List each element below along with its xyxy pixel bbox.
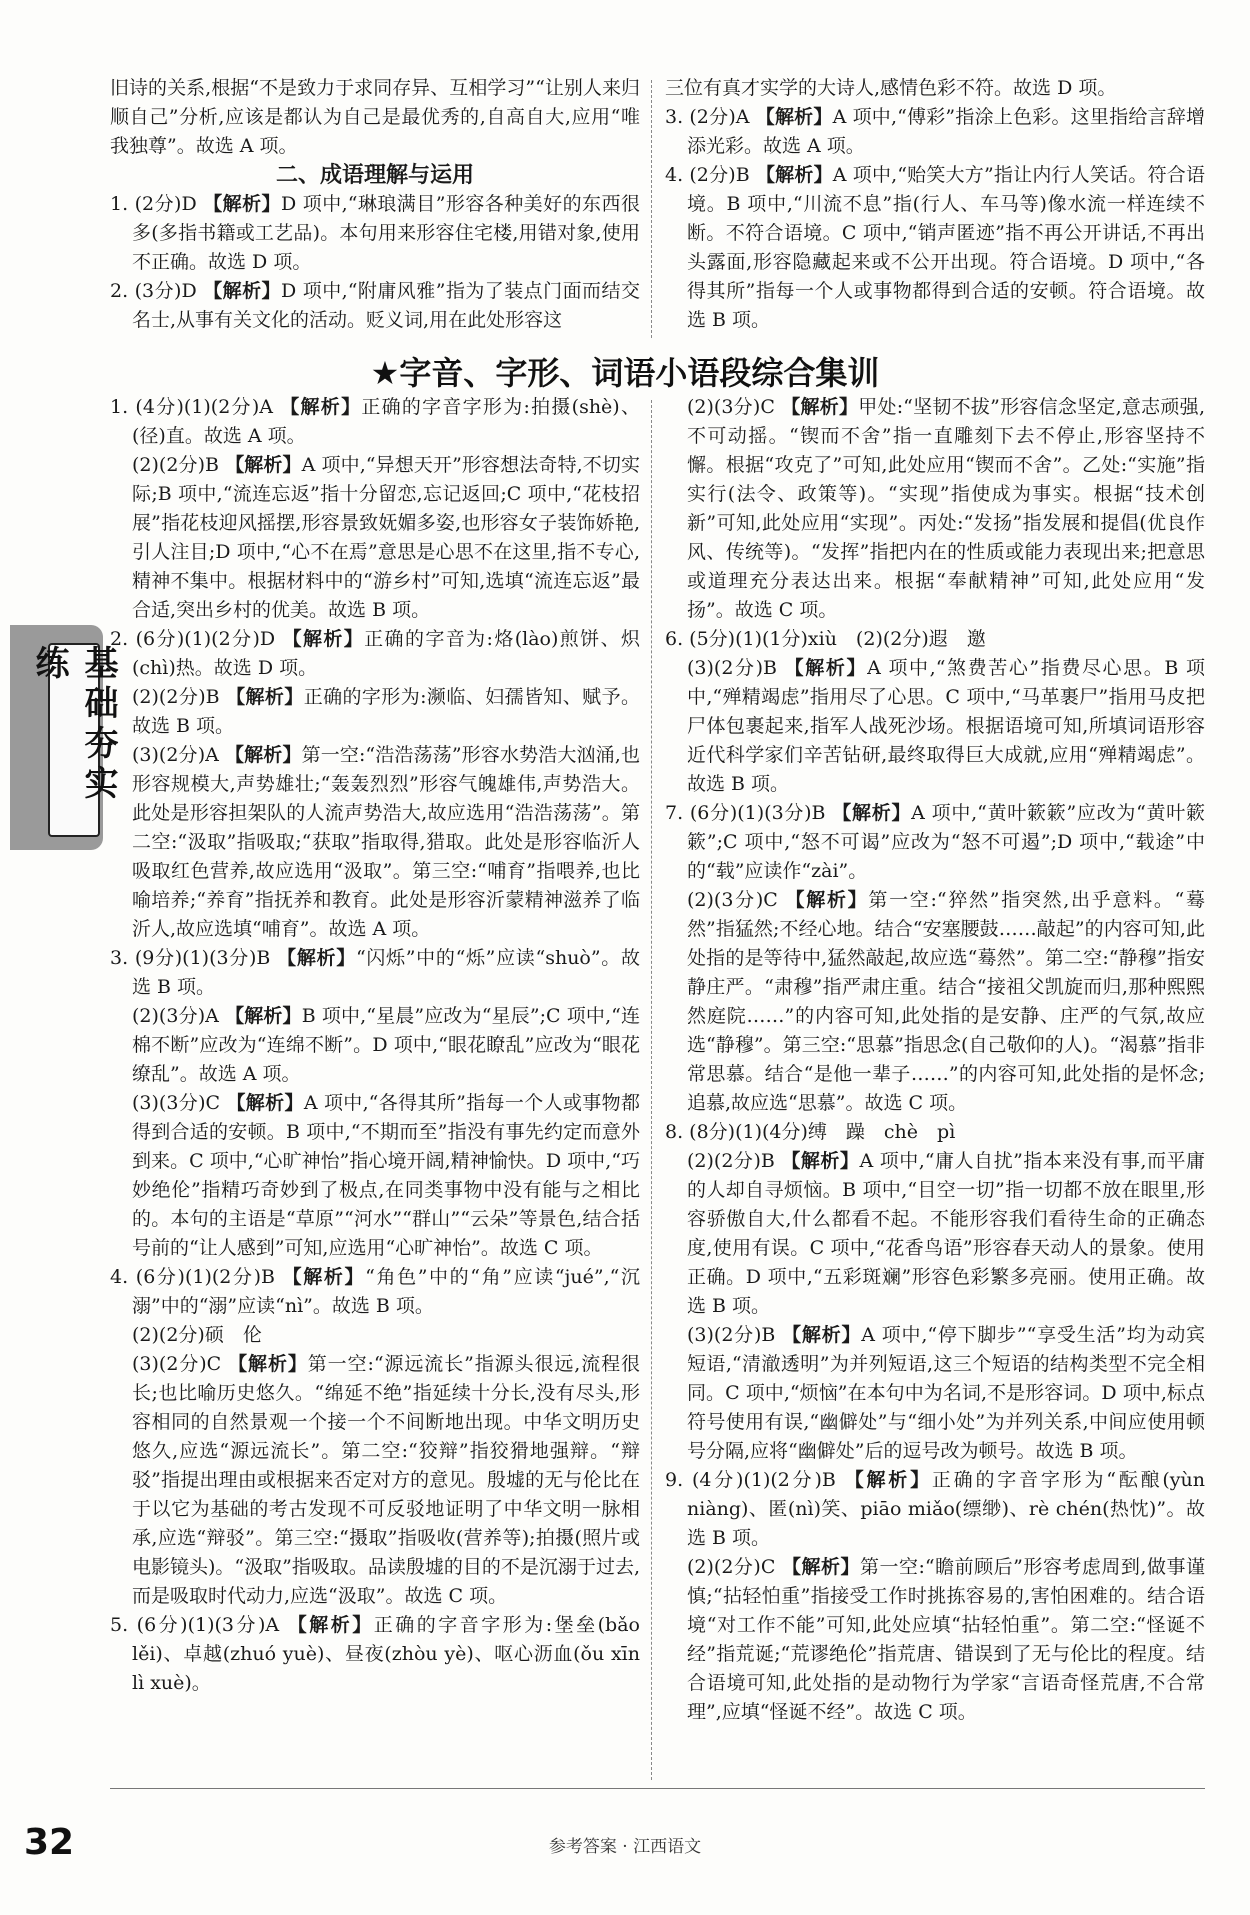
sub-number: (3)(2分)A [132,744,219,766]
item-text: D 项中,“附庸风雅”指为了装点门面而结交名士,从事有关文化的活动。贬义词,用在此处形容这 [132,280,640,331]
item-text: 第一空:“源远流长”指源头很远,流程很长;也比喻历史悠久。“绵延不绝”指延续十分长,没有尽头,形容相同的自然景观一个接一个不间断地出现。中华文明历史悠久,应选“源远流长”。第二空:“狡辩”指狡猾地强辩。“辩驳”指提出理由或根据来否定对方的意见。殷墟的无与伦比在于以它为基础的考古发现不可反驳地证明了中华文明一脉相承,应选“辩驳”。第三空:“摄取”指吸收(营养等);拍摄(照片或电影镜头)。“汲取”指吸取。品读殷墟的目的不是沉溺于过去,而是吸取时代动力,应选“汲取”。故选 C 项。 [132,1353,640,1607]
answer-item [665,161,1205,335]
sub-number: (2)(2分)B [687,1150,775,1172]
page-number: 32 [24,1822,75,1863]
column-divider-top [651,80,652,338]
sub-number: (3)(2分)B [687,1324,776,1346]
sub-answer [665,1321,1205,1466]
column-divider-lower [651,400,652,1780]
answer-item: 6. (5分)(1)(1分)xiù (2)(2分)遐 邀 [665,628,986,650]
analysis-tag: 【解析】 [287,1614,374,1636]
analysis-tag: 【解析】 [225,1005,302,1027]
item-text: “角色”中的“角”应读“jué”,“沉溺”中的“溺”应读“nì”。故选 B 项。 [132,1266,640,1317]
answer-item [665,103,1205,161]
sub-answer [665,393,1205,625]
top-right-column [665,74,1205,335]
answer-item [110,1263,640,1321]
sub-answer [665,1147,1205,1321]
sub-number: (2)(3分)C [687,396,775,418]
analysis-tag: 【解析】 [203,193,282,215]
analysis-tag: 【解析】 [203,280,282,302]
sub-answer [665,1553,1205,1727]
item-text: A 项中,“庸人自扰”指本来没有事,而平庸的人却自寻烦恼。B 项中,“目空一切”指一切都不放在眼里,形容骄傲自大,什么都看不起。不能形容我们看待生命的正确态度,使用有误。C 项中,“花香鸟语”形容春天动人的景象。使用正确。D 项中,“五彩斑斓”形容色彩繁多亮丽。使用正确。故选 B 项。 [687,1150,1205,1317]
lower-left-column [110,393,640,1698]
top-left-column [110,74,640,335]
answer-item: 8. (8分)(1)(4分)缚 躁 chè pì [665,1121,956,1143]
side-tab [10,625,118,850]
answer-item [110,944,640,1002]
analysis-tag: 【解析】 [226,1092,304,1114]
analysis-tag: 【解析】 [280,396,362,418]
item-number: 5. (6分)(1)(3分)A [110,1614,280,1636]
footer-caption: 参考答案 · 江西语文 [548,1837,702,1857]
answer-item [110,625,640,683]
analysis-tag: 【解析】 [781,1556,860,1578]
answer-item [665,1466,1205,1553]
answer-item [110,1611,640,1698]
sub-answer [110,1089,640,1263]
item-number: 3. (2分)A [665,106,750,128]
analysis-tag: 【解析】 [784,657,868,679]
item-number: 1. (2分)D [110,193,197,215]
answer-item [110,190,640,277]
continued-text: 三位有真才实学的大诗人,感情色彩不符。故选 D 项。 [665,77,1117,99]
analysis-tag: 【解析】 [832,802,912,824]
analysis-tag: 【解析】 [781,1150,860,1172]
item-text: B 项中,“星晨”应改为“星辰”;C 项中,“连棉不断”应改为“连绵不断”。D 项中,“眼花瞭乱”应改为“眼花缭乱”。故选 A 项。 [132,1005,640,1085]
item-number: 7. (6分)(1)(3分)B [665,802,826,824]
analysis-tag: 【解析】 [228,1353,308,1375]
answer-item [110,393,640,451]
item-number: 9. (4分)(1)(2分)B [665,1469,836,1491]
sub-answer [110,683,640,741]
item-number: 4. (2分)B [665,164,750,186]
sub-answer [110,1350,640,1611]
sub-number: (2)(2分)C [687,1556,776,1578]
item-text: 正确的字音字形为:拍摄(shè)、(径)直。故选 A 项。 [132,396,640,447]
sub-answer: (2)(2分)硕 伦 [132,1324,262,1346]
sub-answer [110,741,640,944]
analysis-tag: 【解析】 [782,1324,862,1346]
lower-right-column [665,393,1205,1727]
item-number: 3. (9分)(1)(3分)B [110,947,271,969]
item-text: A 项中,“煞费苦心”指费尽心思。B 项中,“殚精竭虑”指用尽了心思。C 项中,“马革裹尸”指用马皮把尸体包裹起来,指军人战死沙场。根据语境可知,所填词语形容近代科学家们辛苦钻研,最终取得巨大成就,应用“殚精竭虑”。故选 B 项。 [687,657,1205,795]
analysis-tag: 【解析】 [225,744,302,766]
item-text: 第一空:“猝然”指突然,出乎意料。“蓦然”指猛然;不经心地。结合“安塞腰鼓……敲起”的内容可知,此处指的是等待中,猛然敲起,故应选“蓦然”。第二空:“静穆”指安静庄严。“肃穆”指严肃庄重。结合“接祖父凯旋而归,那种熙熙然庭院……”的内容可知,此处指的是安静、庄严的气氛,故应选“静穆”。第三空:“思慕”指思念(自己敬仰的人)。“渴慕”指非常思慕。结合“是他一辈子……”的内容可知,此处指的是怀念;追慕,故应选“思慕”。故选 C 项。 [687,889,1205,1114]
sub-number: (2)(2分)B [132,454,220,476]
item-text: 甲处:“坚韧不拔”形容信念坚定,意志顽强,不可动摇。“锲而不舍”指一直雕刻下去不停止,形容坚持不懈。根据“攻克了”可知,此处应用“锲而不舍”。乙处:“实施”指实行(法令、政策等)。“实现”指使成为事实。根据“技术创新”可知,此处应用“实现”。丙处:“发扬”指发展和提倡(优良作风、传统等)。“发挥”指把内在的性质或能力表现出来;把意思或道理充分表达出来。根据“奉献精神”可知,此处应用“发扬”。故选 C 项。 [687,396,1205,621]
analysis-tag: 【解析】 [282,628,365,650]
sub-answer [110,451,640,625]
analysis-tag: 【解析】 [225,454,302,476]
item-text: 正确的字音字形为:堡垒(bǎo lěi)、卓越(zhuó yuè)、昼夜(zhòu yè)、呕心沥血(ǒu xīn lì xuè)。 [132,1614,640,1694]
sub-number: (3)(2分)B [687,657,777,679]
item-text: “闪烁”中的“烁”应读“shuò”。故选 B 项。 [132,947,640,998]
item-text: 第一空:“瞻前顾后”形容考虑周到,做事谨慎;“拈轻怕重”指接受工作时挑拣容易的,害怕困难的。结合语境“对工作不能”可知,此处应填“拈轻怕重”。第二空:“怪诞不经”指荒诞;“荒谬绝伦”指荒唐、错误到了无与伦比的程度。结合语境可知,此处指的是动物行为学家“言语奇怪荒唐,不合常理”,应填“怪诞不经”。故选 C 项。 [687,1556,1205,1723]
analysis-tag: 【解析】 [282,1266,366,1288]
item-text: A 项中,“异想天开”形容想法奇特,不切实际;B 项中,“流连忘返”指十分留恋,忘记返回;C 项中,“花枝招展”指花枝迎风摇摆,形容景致妩媚多姿,也形容女子装饰娇艳,引人注目;D 项中,“心不在焉”意思是心思不在这里,指不专心,精神不集中。根据材料中的“游乡村”可知,选填“流连忘返”最合适,突出乡村的优美。故选 B 项。 [132,454,640,621]
item-text: D 项中,“琳琅满目”形容各种美好的东西很多(多指书籍或工艺品)。本句用来形容住宅楼,用错对象,使用不正确。故选 D 项。 [132,193,640,273]
section-heading: 二、成语理解与运用 [275,163,474,188]
main-heading: ★字音、字形、词语小语段综合集训 [370,354,880,392]
analysis-tag: 【解析】 [785,889,869,911]
item-text: A 项中,“傅彩”指涂上色彩。这里指给言辞增添光彩。故选 A 项。 [687,106,1205,157]
analysis-tag: 【解析】 [226,686,304,708]
answer-item [665,799,1205,886]
sub-number: (3)(3分)C [132,1092,221,1114]
item-text: A 项中,“贻笑大方”指让内行人笑话。符合语境。B 项中,“川流不息”指(行人、车马等)像水流一样连续不断。不符合语境。C 项中,“销声匿迹”指不再公开讲话,不再出头露面,形容隐藏起来或不公开出现。符合语境。D 项中,“各得其所”指每一个人或事物都得到合适的安顿。符合语境。故选 B 项。 [687,164,1205,331]
item-number: 2. (6分)(1)(2分)D [110,628,276,650]
analysis-tag: 【解析】 [755,106,833,128]
footer-rule [110,1788,1205,1789]
sub-answer [665,654,1205,799]
analysis-tag: 【解析】 [844,1469,932,1491]
side-tab-label: 基础夯实练 [29,645,118,805]
item-text: 正确的字形为:濒临、妇孺皆知、赋予。故选 B 项。 [132,686,640,737]
analysis-tag: 【解析】 [755,164,833,186]
item-number: 1. (4分)(1)(2分)A [110,396,273,418]
item-text: 正确的字音字形为“酝酿(yùn niàng)、匿(nì)笑、piāo miǎo(缥缈)、rè chén(热忱)”。故选 B 项。 [687,1469,1205,1549]
item-text: A 项中,“各得其所”指每一个人或事物都得到合适的安顿。B 项中,“不期而至”指没有事先约定而意外到来。C 项中,“心旷神怡”指心境开阔,精神愉快。D 项中,“巧妙绝伦”指精巧奇妙到了极点,在同类事物中没有能与之相比的。本句的主语是“草原”“河水”“群山”“云朵”等景色,结合括号前的“让人感到”可知,应选用“心旷神怡”。故选 C 项。 [132,1092,640,1259]
side-tab-frame [29,643,118,837]
item-text: A 项中,“停下脚步”“享受生活”均为动宾短语,“清澈透明”为并列短语,这三个短语的结构类型不完全相同。C 项中,“烦恼”在本句中为名词,不是形容词。D 项中,标点符号使用有误,“幽僻处”与“细小处”为并列关系,中间应使用顿号分隔,应将“幽僻处”后的逗号改为顿号。故选 B 项。 [687,1324,1205,1462]
sub-answer [665,886,1205,1118]
continued-text: 旧诗的关系,根据“不是致力于求同存异、互相学习”“让别人来归顺自己”分析,应该是都认为自己是最优秀的,自高自大,应用“唯我独尊”。故选 A 项。 [110,77,640,157]
item-number: 2. (3分)D [110,280,197,302]
sub-number: (2)(2分)B [132,686,220,708]
sub-number: (2)(3分)C [687,889,778,911]
sub-number: (3)(2分)C [132,1353,222,1375]
sub-answer [110,1002,640,1089]
analysis-tag: 【解析】 [781,396,859,418]
item-text: 正确的字音为:烙(lào)煎饼、炽(chì)热。故选 D 项。 [132,628,640,679]
item-text: 第一空:“浩浩荡荡”形容水势浩大汹涌,也形容规模大,声势雄壮;“轰轰烈烈”形容气魄雄伟,声势浩大。此处是形容担架队的人流声势浩大,故应选用“浩浩荡荡”。第二空:“汲取”指吸取;“获取”指取得,猎取。此处是形容临沂人吸取红色营养,故应选用“汲取”。第三空:“哺育”指喂养,也比喻培养;“养育”指抚养和教育。此处是形容沂蒙精神滋养了临沂人,故应选填“哺育”。故选 A 项。 [132,744,640,940]
answer-item [110,277,640,335]
item-text: A 项中,“黄叶簌簌”应改为“黄叶簌簌”;C 项中,“怒不可谒”应改为“怒不可遏”;D 项中,“载途”中的“载”应读作“zài”。 [687,802,1205,882]
analysis-tag: 【解析】 [277,947,356,969]
item-number: 4. (6分)(1)(2分)B [110,1266,275,1288]
sub-number: (2)(3分)A [132,1005,219,1027]
